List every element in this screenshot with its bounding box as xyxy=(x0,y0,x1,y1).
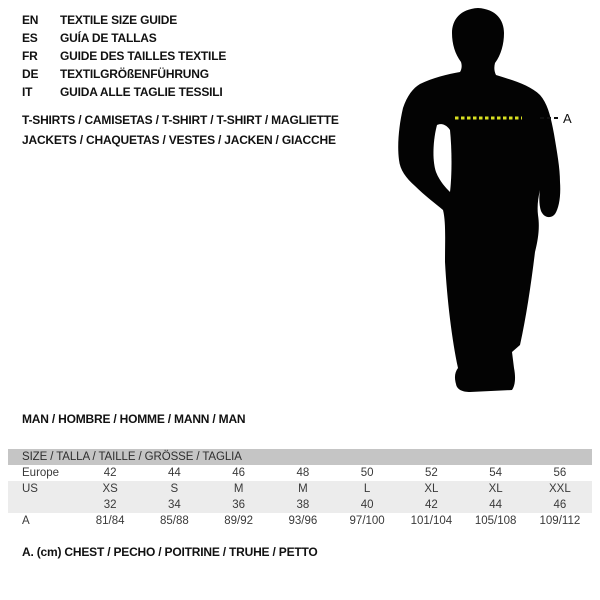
table-cell: L xyxy=(363,483,371,495)
language-name: GUÍA DE TALLAS xyxy=(60,31,157,45)
table-cell: 50 xyxy=(360,467,374,479)
table-cell: 89/92 xyxy=(224,515,254,527)
language-row xyxy=(22,11,226,29)
table-cell: M xyxy=(298,483,308,495)
language-code: EN xyxy=(22,13,39,27)
table-row xyxy=(8,497,592,513)
language-row xyxy=(22,65,226,83)
table-cell: 48 xyxy=(296,467,310,479)
table-cell: 109/112 xyxy=(539,515,581,527)
size-table-body xyxy=(8,465,592,529)
measurement-label-a: A xyxy=(563,111,572,126)
table-cell: 97/100 xyxy=(349,515,385,527)
table-cell: XS xyxy=(102,483,118,495)
table-cell: 93/96 xyxy=(288,515,318,527)
language-code: ES xyxy=(22,31,38,45)
table-row xyxy=(8,513,592,529)
table-cell: 44 xyxy=(489,499,503,511)
footnote-chest: A. (cm) CHEST / PECHO / POITRINE / TRUHE / PETTO xyxy=(22,545,318,559)
table-cell: 46 xyxy=(232,467,246,479)
table-cell: 36 xyxy=(232,499,246,511)
table-cell: 40 xyxy=(360,499,374,511)
language-code: DE xyxy=(22,67,39,81)
category-line-tshirts: T-SHIRTS / CAMISETAS / T-SHIRT / T-SHIRT / MAGLIETTE xyxy=(22,113,339,127)
table-cell: 85/88 xyxy=(159,515,189,527)
language-row xyxy=(22,83,226,101)
table-cell: S xyxy=(170,483,179,495)
table-cell: 34 xyxy=(167,499,181,511)
table-cell: 52 xyxy=(424,467,438,479)
table-cell: 46 xyxy=(553,499,567,511)
table-cell: XL xyxy=(424,483,439,495)
table-cell: 42 xyxy=(103,467,117,479)
language-list xyxy=(22,11,226,101)
row-label: Europe xyxy=(22,467,60,479)
table-cell: XXL xyxy=(549,483,571,495)
table-row xyxy=(8,465,592,481)
language-name: TEXTILE SIZE GUIDE xyxy=(60,13,178,27)
man-silhouette xyxy=(398,8,560,392)
table-cell: 44 xyxy=(167,467,181,479)
table-cell: XL xyxy=(488,483,503,495)
table-row xyxy=(8,481,592,497)
table-cell: 32 xyxy=(103,499,117,511)
table-cell: 101/104 xyxy=(410,515,453,527)
section-title-man: MAN / HOMBRE / HOMME / MANN / MAN xyxy=(22,412,246,426)
row-label: US xyxy=(22,483,38,495)
row-label xyxy=(8,497,78,513)
table-cell: M xyxy=(233,483,244,495)
size-table-header: SIZE / TALLA / TAILLE / GRÖSSE / TAGLIA xyxy=(8,449,592,465)
category-line-jackets: JACKETS / CHAQUETAS / VESTES / JACKEN / GIACCHE xyxy=(22,133,336,147)
table-cell: 81/84 xyxy=(95,515,125,527)
category-lines xyxy=(22,110,339,150)
size-table xyxy=(8,449,592,529)
table-cell: 56 xyxy=(553,467,567,479)
man-figure xyxy=(390,0,590,400)
language-name: GUIDE DES TAILLES TEXTILE xyxy=(60,49,227,63)
table-cell: 42 xyxy=(424,499,438,511)
language-row xyxy=(22,47,226,65)
table-cell: 54 xyxy=(489,467,503,479)
language-row xyxy=(22,29,226,47)
table-cell: 38 xyxy=(296,499,310,511)
table-cell: 105/108 xyxy=(474,515,517,527)
row-label: A xyxy=(22,515,30,527)
language-code: FR xyxy=(22,49,38,63)
language-code: IT xyxy=(22,85,33,99)
language-name: GUIDA ALLE TAGLIE TESSILI xyxy=(60,85,223,99)
language-name: TEXTILGRÖßENFÜHRUNG xyxy=(60,67,209,81)
